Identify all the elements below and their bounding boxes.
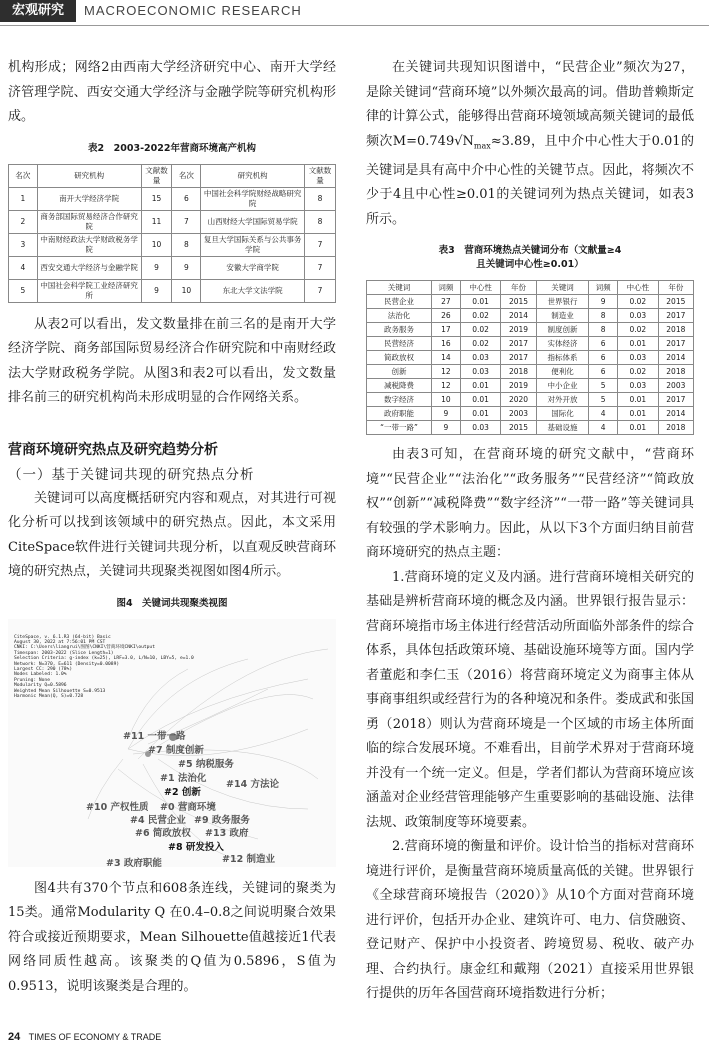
table-cell: 政府职能: [367, 407, 432, 421]
table3-header: 中心性: [460, 281, 501, 295]
table-cell: 2017: [501, 337, 536, 351]
table-cell: 民营经济: [367, 337, 432, 351]
table-cell: 8: [589, 323, 618, 337]
table-cell: 国际化: [536, 407, 589, 421]
table-cell: 8: [172, 233, 201, 256]
table-cell: 数字经济: [367, 393, 432, 407]
subsection-heading: （一）基于关键词共现的研究热点分析: [8, 466, 255, 483]
table-cell: 实体经济: [536, 337, 589, 351]
paragraph: 图4共有370个节点和608条连线，关键词的聚类为15类。通常Modularity Q 在0.4–0.8之间说明聚合效果符合或接近预期要求，Mean Silhouette值越接近1代表网络同质性越高。该聚类的Q值为0.5896，S值为0.9513，说明该聚类是合理的。: [8, 880, 336, 994]
table-cell: 5: [9, 279, 38, 302]
table-cell: 基础设施: [536, 421, 589, 435]
table-cell: 10: [141, 233, 172, 256]
table-cell: 制造业: [536, 309, 589, 323]
table-cell: 7: [304, 233, 335, 256]
cluster-label: #11 一带一路: [123, 730, 186, 742]
table-cell: 减税降费: [367, 379, 432, 393]
table-cell: 2018: [658, 323, 693, 337]
table-cell: 8: [589, 309, 618, 323]
figure4-caption: 图4 关键词共现聚类视图: [116, 597, 228, 609]
table2-header: 名次: [9, 164, 38, 187]
table-cell: 6: [589, 365, 618, 379]
table-cell: 2015: [658, 295, 693, 309]
table3-row: [367, 379, 694, 393]
table-cell: 9: [589, 295, 618, 309]
table-cell: 指标体系: [536, 351, 589, 365]
table-cell: 便利化: [536, 365, 589, 379]
table-cell: 山西财经大学国际贸易学院: [201, 210, 305, 233]
paragraph-text: ≈3.89，且中介中心性大于0.01的关键词是具有高中介中心性的关键节点。因此，将频次不少于4且中心性≥0.01的关键词列为热点关键词，如表3所示。: [366, 133, 694, 227]
table-cell: 12: [432, 379, 461, 393]
table-cell: 0.01: [460, 393, 501, 407]
cluster-label: #8 研发投入: [168, 841, 224, 853]
table3-header: 年份: [501, 281, 536, 295]
figure4-cluster-view: [8, 619, 336, 867]
table3-row: [367, 309, 694, 323]
table2-caption: 表2 2003-2022年营商环境高产机构: [88, 142, 256, 154]
cluster-label: #13 政府: [205, 827, 249, 839]
table-cell: 0.03: [460, 365, 501, 379]
table-cell: 法治化: [367, 309, 432, 323]
table-cell: 简政放权: [367, 351, 432, 365]
cluster-label: #2 创新: [164, 786, 201, 798]
table2-row: [9, 256, 336, 279]
table-cell: 东北大学文法学院: [201, 279, 305, 302]
table-cell: 2018: [501, 365, 536, 379]
table-cell: 6: [589, 337, 618, 351]
section-tag: 宏观研究: [0, 0, 76, 22]
paragraph-text: 在关键词共现知识图谱中，“民营企业”频次为27，是除关键词“营商环境”以外频次最高的词。借助普赖斯定律的计算公式，能够得出营商环境领域高频关键词的最低频次M=0.749√N: [366, 60, 694, 149]
table-cell: 2: [9, 210, 38, 233]
cluster-label: #9 政务服务: [194, 814, 250, 826]
cluster-label: #6 简政放权: [135, 827, 191, 839]
table-cell: 中国社会科学院工业经济研究所: [37, 279, 141, 302]
table3-row: [367, 421, 694, 435]
table-cell: 7: [304, 279, 335, 302]
table-cell: 2015: [501, 295, 536, 309]
table-cell: 8: [304, 187, 335, 210]
table-cell: 0.02: [460, 309, 501, 323]
table-cell: 复旦大学国际关系与公共事务学院: [201, 233, 305, 256]
table-cell: 2014: [658, 351, 693, 365]
table2-row: [9, 279, 336, 302]
table-cell: 南开大学经济学院: [37, 187, 141, 210]
cluster-label: #12 制造业: [222, 853, 275, 865]
table-cell: “一带一路”: [367, 421, 432, 435]
table-cell: 0.01: [618, 337, 659, 351]
table-cell: 0.01: [618, 393, 659, 407]
table2-row: [9, 233, 336, 256]
page-header: [0, 0, 709, 26]
right-column: [366, 56, 694, 1007]
table-cell: 11: [141, 210, 172, 233]
table-cell: 9: [141, 256, 172, 279]
table-cell: 2015: [501, 421, 536, 435]
table-cell: 0.03: [618, 379, 659, 393]
table2-header-row: [9, 164, 336, 187]
table-cell: 2018: [658, 365, 693, 379]
table-cell: 2014: [501, 309, 536, 323]
table-cell: 2017: [658, 337, 693, 351]
table-cell: 创新: [367, 365, 432, 379]
table-cell: 4: [9, 256, 38, 279]
table-cell: 中南财经政法大学财政税务学院: [37, 233, 141, 256]
table-cell: 4: [589, 407, 618, 421]
paragraph: 1.营商环境的定义及内涵。进行营商环境相关研究的基础是辨析营商环境的概念及内涵。世界银行报告显示：营商环境指市场主体进行经营活动所面临外部条件的综合体系，具体包括政策环境、基础设施环境等方面。国内学者董彪和李仁玉（2016）将营商环境定义为商事主体从事商事组织或经营行为的各种境况和条件。娄成武和张国勇（2018）则认为营商环境是一个区域的市场主体所面临的综合发展环境。不难看出，目前学术界对于营商环境并没有一个统一定义。但是，学者们都认为营商环境应该涵盖对企业经营管理能够产生重要影响的基础设施、法律法规、政策制度等环境要素。: [366, 569, 694, 830]
cluster-label: #5 纳税服务: [178, 758, 234, 770]
table-cell: 6: [589, 351, 618, 365]
table-cell: 0.03: [618, 309, 659, 323]
table-cell: 2019: [501, 323, 536, 337]
table3-header: 词频: [589, 281, 618, 295]
table-cell: 17: [432, 323, 461, 337]
cluster-label: #14 方法论: [226, 778, 279, 790]
paragraph: [366, 56, 694, 232]
cluster-label: #4 民营企业: [130, 814, 186, 826]
table-cell: 7: [172, 210, 201, 233]
table-cell: 7: [304, 256, 335, 279]
table2-row: [9, 187, 336, 210]
table-cell: 0.01: [460, 407, 501, 421]
table2-row: [9, 210, 336, 233]
table-cell: 0.02: [460, 337, 501, 351]
table-cell: 0.03: [460, 421, 501, 435]
table-cell: 安徽大学商学院: [201, 256, 305, 279]
left-column: [8, 56, 336, 999]
paragraph: 2.营商环境的衡量和评价。设计恰当的指标对营商环境进行评价，是衡量营商环境质量高低的关键。世界银行《全球营商环境报告（2020）》从10个方面对营商环境进行评价，包括开办企业、建筑许可、电力、信贷融资、登记财产、保护中小投资者、跨境贸易、税收、破产办理、合约执行。康金红和戴翔（2021）直接采用世界银行提供的历年各国营商环境指数进行分析；: [366, 839, 694, 1002]
table-cell: 10: [172, 279, 201, 302]
table-cell: 0.02: [460, 323, 501, 337]
table-cell: 9: [432, 407, 461, 421]
table-cell: 27: [432, 295, 461, 309]
table2-header: 名次: [172, 164, 201, 187]
table-cell: 0.03: [618, 351, 659, 365]
page-footer: [8, 1031, 161, 1043]
paragraph: 关键词可以高度概括研究内容和观点，对其进行可视化分析可以找到该领域中的研究热点。因此，本文采用CiteSpace软件进行关键词共现分析，以直观反映营商环境的研究热点，关键词共现聚类视图如图4所示。: [8, 490, 336, 579]
table-cell: 0.02: [618, 295, 659, 309]
table3-row: [367, 337, 694, 351]
subscript: max: [473, 141, 491, 151]
table-cell: 14: [432, 351, 461, 365]
table2-header: 研究机构: [201, 164, 305, 187]
cluster-label: #0 营商环境: [160, 801, 216, 813]
cluster-label: #10 产权性质: [86, 801, 149, 813]
table-cell: 2020: [501, 393, 536, 407]
table-cell: 4: [589, 421, 618, 435]
table3-header: 中心性: [618, 281, 659, 295]
table-cell: 9: [172, 256, 201, 279]
section-title-en: MACROECONOMIC RESEARCH: [84, 3, 302, 18]
cluster-label: #1 法治化: [160, 772, 207, 784]
table3-row: [367, 407, 694, 421]
table-cell: 民营企业: [367, 295, 432, 309]
table-cell: 2003: [501, 407, 536, 421]
table-cell: 16: [432, 337, 461, 351]
table-cell: 8: [304, 210, 335, 233]
table2: [8, 164, 336, 303]
table-cell: 0.01: [618, 407, 659, 421]
table-cell: 中小企业: [536, 379, 589, 393]
table3-row: [367, 295, 694, 309]
table-cell: 2017: [658, 309, 693, 323]
header-rule: [0, 25, 709, 26]
table-cell: 2003: [658, 379, 693, 393]
table3-row: [367, 351, 694, 365]
table3-header: 年份: [658, 281, 693, 295]
table3-caption-line: 且关键词中心性≥0.01）: [476, 259, 584, 271]
table3-caption-line: 表3 营商环境热点关键词分布（文献量≥4: [438, 245, 622, 257]
table2-header: 文献数量: [304, 164, 335, 187]
table-cell: 2017: [501, 351, 536, 365]
table-cell: 西安交通大学经济与金融学院: [37, 256, 141, 279]
section-heading: 营商环境研究热点及研究趋势分析: [8, 441, 218, 458]
table3-header: 词频: [432, 281, 461, 295]
table3-header: 关键词: [367, 281, 432, 295]
table-cell: 1: [9, 187, 38, 210]
table-cell: 3: [9, 233, 38, 256]
table-cell: 0.01: [460, 379, 501, 393]
table3-row: [367, 393, 694, 407]
table-cell: 0.01: [460, 295, 501, 309]
table-cell: 9: [432, 421, 461, 435]
table3-row: [367, 365, 694, 379]
table-cell: 0.02: [618, 323, 659, 337]
table3-header: 关键词: [536, 281, 589, 295]
table3: [366, 280, 694, 435]
table-cell: 世界银行: [536, 295, 589, 309]
table-cell: 2018: [658, 421, 693, 435]
table-cell: 对外开放: [536, 393, 589, 407]
table-cell: 中国社会科学院财经战略研究院: [201, 187, 305, 210]
cluster-label: #3 政府职能: [106, 857, 162, 869]
table2-header: 研究机构: [37, 164, 141, 187]
table2-header: 文献数量: [141, 164, 172, 187]
table-cell: 制度创新: [536, 323, 589, 337]
table-cell: 6: [172, 187, 201, 210]
table-cell: 2017: [658, 393, 693, 407]
table-cell: 10: [432, 393, 461, 407]
table-cell: 12: [432, 365, 461, 379]
table-cell: 0.01: [618, 421, 659, 435]
table-cell: 政务服务: [367, 323, 432, 337]
table-cell: 2019: [501, 379, 536, 393]
table-cell: 5: [589, 379, 618, 393]
table3-row: [367, 323, 694, 337]
table-cell: 9: [141, 279, 172, 302]
page-number: 24: [8, 1031, 21, 1043]
table-cell: 0.02: [618, 365, 659, 379]
cluster-label: #7 制度创新: [148, 744, 204, 756]
paragraph: 由表3可知，在营商环境的研究文献中，“营商环境”“民营企业”“法治化”“政务服务”“民营经济”“简政放权”“创新”“减税降费”“数字经济”“一带一路”等关键词具有较强的学术影响力。因此，从以下3个方面归纳目前营商环境研究的热点主题：: [366, 447, 694, 561]
table-cell: 5: [589, 393, 618, 407]
journal-name: TIMES OF ECONOMY & TRADE: [28, 1032, 162, 1042]
paragraph: 从表2可以看出，发文数量排在前三名的是南开大学经济学院、商务部国际贸易经济合作研究院和中南财经政法大学财政税务学院。从图3和表2可以看出，发文数量排名前三的研究机构尚未形成明显的合作网络关系。: [8, 316, 336, 405]
table-cell: 15: [141, 187, 172, 210]
paragraph: 机构形成；网络2由西南大学经济研究中心、南开大学经济管理学院、西安交通大学经济与金融学院等研究机构形成。: [8, 60, 336, 124]
table-cell: 商务部国际贸易经济合作研究院: [37, 210, 141, 233]
citespace-metadata: CiteSpace, v. 6.1.R3 (64-bit) Basic August 30, 2022 at 7:56:01 PM CST CNKI: C:\Users\liangrui\图图\CNKI\营商环境CNKI\output Timespan: 2003-2022 (Slice Length=1) Selection Criteria: g-index (k=25), LRF=3.0, L/N=10, LBY=5, e=1.0 Network: N=370, E=611 (Density=0.0089) Largest CC: 290 (78%) Nodes Labeled: 1.0% Pruning: None Modularity Q=0.5896 Weighted Mean Silhouette S=0.9513 Harmonic Mean(Q, S)=0.728: [14, 634, 194, 699]
table3-caption: [366, 244, 694, 272]
table3-header-row: [367, 281, 694, 295]
table-cell: 26: [432, 309, 461, 323]
table-cell: 2014: [658, 407, 693, 421]
table-cell: 0.03: [460, 351, 501, 365]
